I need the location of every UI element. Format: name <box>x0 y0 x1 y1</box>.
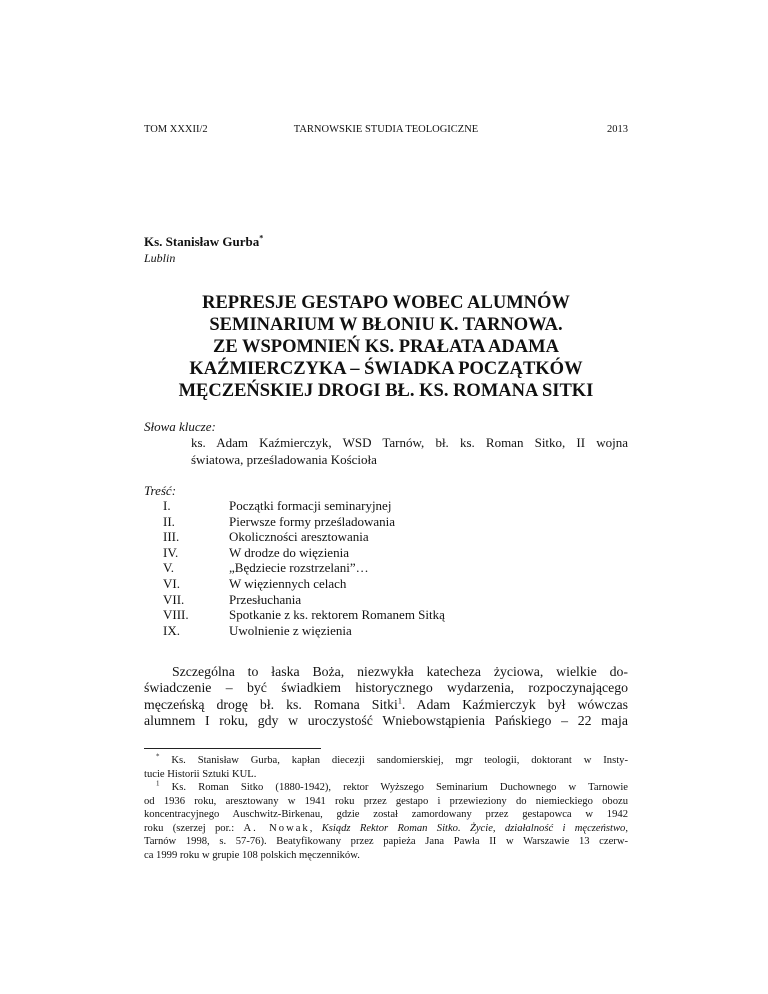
author-name-text: Ks. Stanisław Gurba <box>144 234 260 249</box>
footnote-line: ca 1999 roku w grupie 108 polskich męczenników. <box>144 849 360 861</box>
body-line-part: . Adam Kaźmierczyk był wówczas <box>401 696 629 712</box>
journal-title: TARNOWSKIE STUDIA TEOLOGICZNE <box>293 124 479 135</box>
toc-number: VIII. <box>163 607 189 623</box>
toc-text: W więziennych celach <box>229 575 347 591</box>
footnote-line: Tarnów 1998, s. 57-76). Beatyfikowany przez papieża Jana Pawła II w Warszawie 13 czerw- <box>144 836 628 847</box>
publication-year: 2013 <box>607 124 628 135</box>
body-line-part: męczeńską drogę bł. ks. Romana Sitki <box>144 696 398 712</box>
footnote-text-part: , <box>309 822 322 834</box>
toc-number: VI. <box>163 575 180 591</box>
cited-title: Ksiądz Rektor Roman Sitko. Życie, działalność i męczeństwo <box>321 822 626 834</box>
footnote-star-text: Ks. Stanisław Gurba, kapłan diecezji sandomierskiej, mgr teologii, doktorant w Insty- <box>171 755 628 766</box>
toc-number: V. <box>163 560 174 576</box>
toc-text: Spotkanie z ks. rektorem Romanem Sitką <box>229 607 445 623</box>
footnote-text-part: roku (szerzej por.: <box>144 822 244 834</box>
toc-text: Przesłuchania <box>229 591 302 607</box>
author-footnote-mark[interactable]: * <box>259 233 264 243</box>
title-line: REPRESJE GESTAPO WOBEC ALUMNÓW <box>202 293 570 313</box>
author-affiliation: Lublin <box>144 251 176 265</box>
volume-number: TOM XXXII/2 <box>144 124 208 135</box>
body-paragraph <box>144 664 628 729</box>
footnote-1-number: 1 <box>156 779 160 788</box>
footnotes <box>144 754 628 862</box>
toc-text: Okoliczności aresztowania <box>229 529 369 545</box>
footnote-separator <box>144 748 321 749</box>
toc-text: „Będziecie rozstrzelani”… <box>229 560 369 576</box>
body-line: alumnem I roku, gdy w uroczystość Wniebowstąpienia Pańskiego – 22 maja <box>144 712 628 728</box>
title-line: MĘCZEŃSKIEJ DROGI BŁ. KS. ROMANA SITKI <box>178 381 594 401</box>
toc-number: II. <box>163 513 175 529</box>
footnote-star <box>144 754 628 768</box>
toc-number: VII. <box>163 591 185 607</box>
footnote-line: od 1936 roku, aresztowany w 1941 roku przez gestapo i przewieziony do niemieckiego obozu <box>144 795 628 807</box>
body-line <box>144 697 628 713</box>
contents-label: Treść: <box>144 483 177 498</box>
cited-author: A. Nowak <box>243 822 310 834</box>
keywords-line: światowa, prześladowania Kościoła <box>191 452 377 467</box>
keywords-label: Słowa klucze: <box>144 419 216 434</box>
toc-text: Pierwsze formy prześladowania <box>229 513 396 529</box>
footnote-1 <box>144 781 628 795</box>
title-line: ZE WSPOMNIEŃ KS. PRAŁATA ADAMA <box>213 337 559 357</box>
article-title <box>144 292 628 402</box>
title-line: KAŹMIERCZYKA – ŚWIADKA POCZĄTKÓW <box>189 359 583 379</box>
toc-text: Początki formacji seminaryjnej <box>229 498 392 513</box>
title-line: SEMINARIUM W BŁONIU K. TARNOWA. <box>209 315 563 335</box>
body-line: świadczenie – być świadkiem historycznego wydarzenia, rozpoczynającego <box>144 680 628 696</box>
footnote-line: tucie Historii Sztuki KUL. <box>144 768 257 780</box>
footnote-1-mark[interactable]: 1 <box>397 696 402 705</box>
footnote-1-text: Ks. Roman Sitko (1880-1942), rektor Wyższego Seminarium Duchownego w Tarnowie <box>171 782 628 793</box>
footnote-line: koncentracyjnego Auschwitz-Birkenau, gdzie został zamordowany przez gestapowca w 1942 <box>144 809 628 820</box>
keywords-line: ks. Adam Kaźmierczyk, WSD Tarnów, bł. ks. Roman Sitko, II wojna <box>191 435 628 450</box>
toc-number: IX. <box>163 622 180 638</box>
toc-number: IV. <box>163 544 179 560</box>
toc-number: I. <box>163 498 171 513</box>
author-name <box>144 234 263 250</box>
footnote-text-part: , <box>625 822 629 834</box>
running-header <box>144 123 628 137</box>
footnote-line <box>144 822 628 836</box>
toc-number: III. <box>163 529 180 545</box>
toc-text: W drodze do więzienia <box>229 544 349 560</box>
body-line: Szczególna to łaska Boża, niezwykła katecheza życiowa, wielkie do- <box>172 664 628 679</box>
keywords-text <box>191 434 628 468</box>
toc-text: Uwolnienie z więzienia <box>229 622 352 638</box>
footnote-star-mark: * <box>156 752 160 761</box>
